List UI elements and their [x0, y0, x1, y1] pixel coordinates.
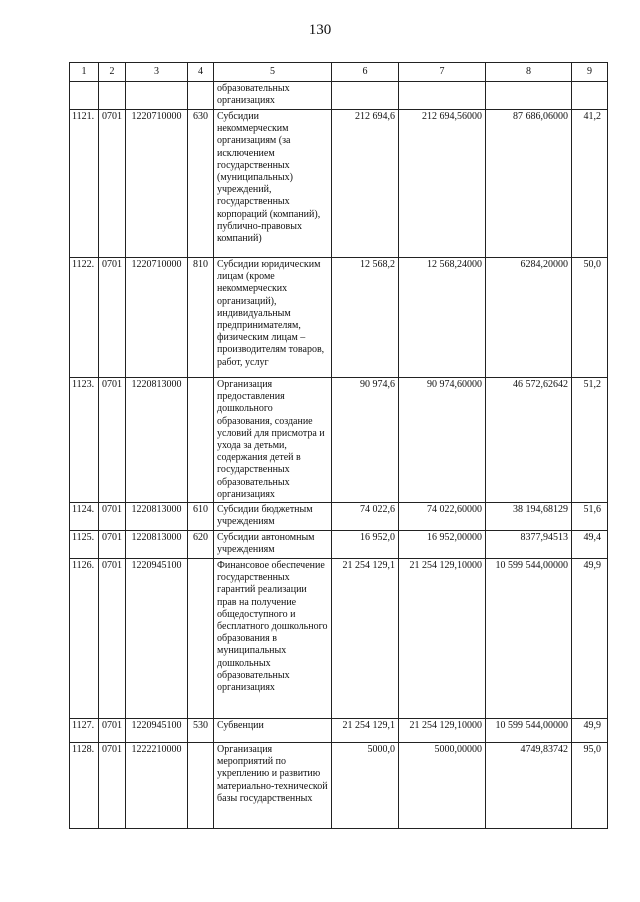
execution-percent-cell: 50,0: [572, 258, 608, 378]
row-number-cell: 1125.: [70, 531, 99, 559]
article-code-cell: 1220945100: [126, 719, 188, 743]
planned-amount-cell: 212 694,56000: [399, 110, 486, 258]
col-header-9: 9: [572, 63, 608, 82]
approved-amount-cell: 21 254 129,1: [332, 559, 399, 719]
executed-amount-cell: 10 599 544,00000: [486, 559, 572, 719]
row-number-cell: 1128.: [70, 743, 99, 829]
item-name-cell: Субсидии бюджетным учреждениям: [214, 503, 332, 531]
row-number-cell: 1121.: [70, 110, 99, 258]
article-code-cell: 1220710000: [126, 110, 188, 258]
approved-amount-cell: 212 694,6: [332, 110, 399, 258]
execution-percent-cell: 51,6: [572, 503, 608, 531]
planned-amount-cell: 90 974,60000: [399, 378, 486, 503]
approved-amount-cell: 5000,0: [332, 743, 399, 829]
execution-percent-cell: 95,0: [572, 743, 608, 829]
col-header-1: 1: [70, 63, 99, 82]
planned-amount-cell: 5000,00000: [399, 743, 486, 829]
planned-amount-cell: 21 254 129,10000: [399, 719, 486, 743]
item-name-cell: Организация предоставления дошкольного образования, создание условий для присмотра и ухода за детьми, содержания детей в государственных образовательных организациях: [214, 378, 332, 503]
planned-amount-cell: 21 254 129,10000: [399, 559, 486, 719]
expense-kind-cell: [188, 378, 214, 503]
executed-amount-cell: 87 686,06000: [486, 110, 572, 258]
section-code-cell: 0701: [99, 258, 126, 378]
article-code-cell: 1220945100: [126, 559, 188, 719]
article-code-cell: 1220710000: [126, 258, 188, 378]
row-number-cell: 1126.: [70, 559, 99, 719]
table-row: [70, 503, 608, 531]
approved-amount-cell: [332, 82, 399, 110]
planned-amount-cell: 12 568,24000: [399, 258, 486, 378]
table-row: [70, 531, 608, 559]
article-code-cell: 1222210000: [126, 743, 188, 829]
executed-amount-cell: 4749,83742: [486, 743, 572, 829]
expense-kind-cell: 810: [188, 258, 214, 378]
article-code-cell: 1220813000: [126, 531, 188, 559]
table-row: [70, 743, 608, 829]
executed-amount-cell: 10 599 544,00000: [486, 719, 572, 743]
approved-amount-cell: 12 568,2: [332, 258, 399, 378]
executed-amount-cell: 46 572,62642: [486, 378, 572, 503]
table-row: [70, 559, 608, 719]
planned-amount-cell: 16 952,00000: [399, 531, 486, 559]
item-name-cell: Субсидии автономным учреждениям: [214, 531, 332, 559]
expense-kind-cell: [188, 559, 214, 719]
section-code-cell: 0701: [99, 503, 126, 531]
budget-table: [69, 62, 608, 829]
executed-amount-cell: 8377,94513: [486, 531, 572, 559]
col-header-4: 4: [188, 63, 214, 82]
execution-percent-cell: [572, 82, 608, 110]
item-name-cell: Субвенции: [214, 719, 332, 743]
col-header-3: 3: [126, 63, 188, 82]
expense-kind-cell: 530: [188, 719, 214, 743]
section-code-cell: 0701: [99, 110, 126, 258]
col-header-5: 5: [214, 63, 332, 82]
section-code-cell: 0701: [99, 559, 126, 719]
row-number-cell: 1124.: [70, 503, 99, 531]
execution-percent-cell: 49,9: [572, 719, 608, 743]
expense-kind-cell: [188, 743, 214, 829]
row-number-cell: 1122.: [70, 258, 99, 378]
section-code-cell: 0701: [99, 743, 126, 829]
section-code-cell: 0701: [99, 531, 126, 559]
section-code-cell: 0701: [99, 378, 126, 503]
executed-amount-cell: 38 194,68129: [486, 503, 572, 531]
table-row: [70, 82, 608, 110]
expense-kind-cell: 630: [188, 110, 214, 258]
executed-amount-cell: 6284,20000: [486, 258, 572, 378]
page-number: 130: [308, 22, 332, 38]
article-code-cell: 1220813000: [126, 503, 188, 531]
expense-kind-cell: 620: [188, 531, 214, 559]
row-number-cell: 1123.: [70, 378, 99, 503]
expense-kind-cell: 610: [188, 503, 214, 531]
article-code-cell: 1220813000: [126, 378, 188, 503]
execution-percent-cell: 49,4: [572, 531, 608, 559]
section-code-cell: [99, 82, 126, 110]
item-name-cell: Организация мероприятий по укреплению и развитию материально-технической базы государственных: [214, 743, 332, 829]
table-row: [70, 378, 608, 503]
col-header-2: 2: [99, 63, 126, 82]
section-code-cell: 0701: [99, 719, 126, 743]
execution-percent-cell: 49,9: [572, 559, 608, 719]
table-row: [70, 719, 608, 743]
col-header-7: 7: [399, 63, 486, 82]
col-header-6: 6: [332, 63, 399, 82]
table-row: [70, 258, 608, 378]
item-name-cell: Субсидии некоммерческим организациям (за исключением государственных (муниципальных) учреждений, государственных корпораций (компаний), публично-правовых компаний): [214, 110, 332, 258]
item-name-cell: образовательных организациях: [214, 82, 332, 110]
approved-amount-cell: 90 974,6: [332, 378, 399, 503]
col-header-8: 8: [486, 63, 572, 82]
planned-amount-cell: 74 022,60000: [399, 503, 486, 531]
item-name-cell: Субсидии юридическим лицам (кроме некоммерческих организаций), индивидуальным предпринимателям, физическим лицам – производителям товаров, работ, услуг: [214, 258, 332, 378]
item-name-cell: Финансовое обеспечение государственных гарантий реализации прав на получение общедоступного и бесплатного дошкольного образования в муниципальных дошкольных образовательных организациях: [214, 559, 332, 719]
executed-amount-cell: [486, 82, 572, 110]
table-row: [70, 110, 608, 258]
row-number-cell: [70, 82, 99, 110]
article-code-cell: [126, 82, 188, 110]
planned-amount-cell: [399, 82, 486, 110]
execution-percent-cell: 51,2: [572, 378, 608, 503]
approved-amount-cell: 74 022,6: [332, 503, 399, 531]
approved-amount-cell: 16 952,0: [332, 531, 399, 559]
header-row: [70, 63, 608, 82]
expense-kind-cell: [188, 82, 214, 110]
row-number-cell: 1127.: [70, 719, 99, 743]
approved-amount-cell: 21 254 129,1: [332, 719, 399, 743]
execution-percent-cell: 41,2: [572, 110, 608, 258]
